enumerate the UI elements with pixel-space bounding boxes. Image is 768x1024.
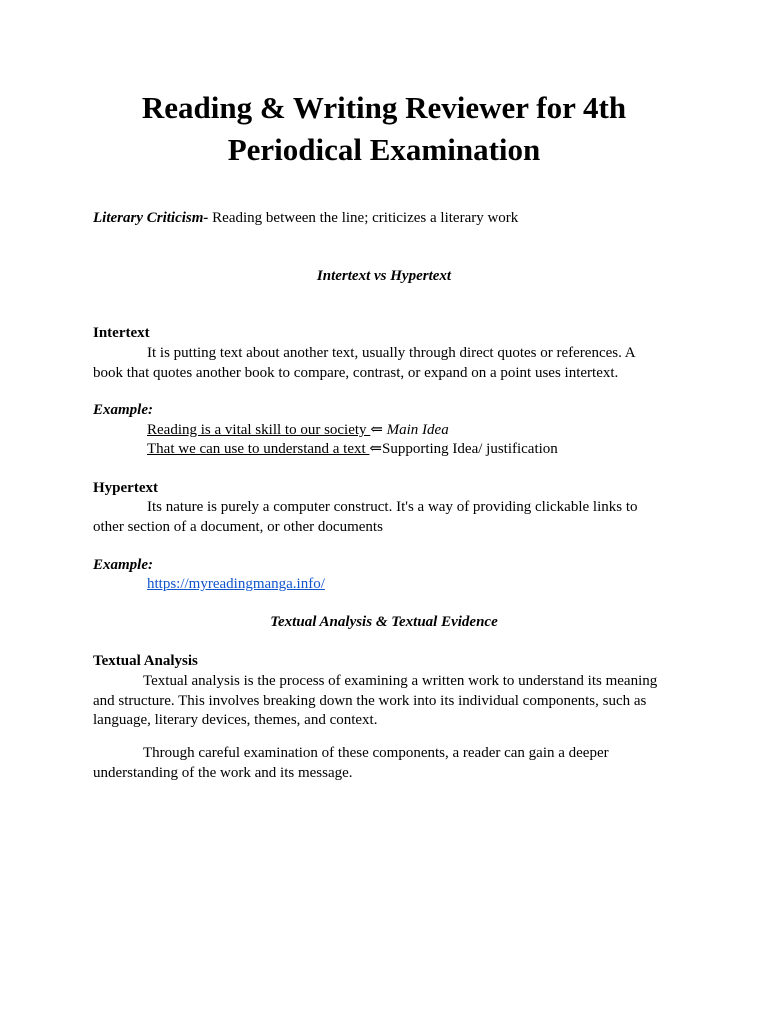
- intertext-body-line-1: It is putting text about another text, usually through direct quotes or references. A: [147, 345, 636, 361]
- hypertext-body: [93, 498, 693, 537]
- literary-criticism-term: Literary Criticism-: [93, 210, 209, 226]
- hypertext-body-line-2: other section of a document, or other documents: [93, 518, 383, 535]
- intertext-body-line-2: book that quotes another book to compare, contrast, or expand on a point uses intertext.: [93, 364, 619, 381]
- hypertext-example-label: Example:: [93, 557, 153, 573]
- intertext-example-1: [93, 421, 747, 441]
- title-line-2: Periodical Examination: [227, 132, 541, 167]
- intertext-example-label: Example:: [93, 402, 153, 418]
- intertext-example-1-note: Main Idea: [382, 422, 449, 438]
- textual-analysis-p2-line-1: Through careful examination of these components, a reader can gain a deeper: [143, 745, 609, 761]
- textual-analysis-p1-line-3: language, literary devices, themes, and context.: [93, 712, 378, 728]
- title-line-1: Reading & Writing Reviewer for 4th: [141, 90, 627, 125]
- textual-analysis-p1-line-2: and structure. This involves breaking down the work into its individual components, such as: [93, 692, 647, 709]
- section-heading-textual-analysis-evidence: Textual Analysis & Textual Evidence: [270, 614, 498, 630]
- left-double-arrow-icon: ⇐: [369, 441, 382, 457]
- hypertext-example-link-line: [93, 575, 747, 595]
- intertext-example-2-text: That we can use to understand a text: [147, 441, 370, 457]
- intertext-example-2: [93, 440, 747, 460]
- hypertext-heading: Hypertext: [93, 480, 158, 496]
- intertext-heading: Intertext: [93, 325, 150, 341]
- left-double-arrow-icon: ⇐: [370, 422, 383, 438]
- textual-analysis-p2-line-2: understanding of the work and its message.: [93, 764, 353, 781]
- literary-criticism-definition: [93, 209, 693, 229]
- textual-analysis-paragraph-2: [93, 744, 693, 783]
- literary-criticism-text: Reading between the line; criticizes a literary work: [208, 210, 519, 226]
- intertext-example-1-text: Reading is a vital skill to our society: [147, 422, 371, 438]
- textual-analysis-paragraph-1: [93, 672, 693, 731]
- textual-analysis-heading: Textual Analysis: [93, 653, 198, 669]
- example-hyperlink[interactable]: https://myreadingmanga.info/: [147, 576, 325, 592]
- textual-analysis-p1-line-1: Textual analysis is the process of examining a written work to understand its meaning: [143, 673, 658, 689]
- document-title: [60, 87, 708, 171]
- hypertext-body-line-1: Its nature is purely a computer construct. It's a way of providing clickable links to: [147, 499, 638, 515]
- intertext-example-2-note: Supporting Idea/ justification: [382, 441, 558, 457]
- section-heading-intertext-vs-hypertext: Intertext vs Hypertext: [316, 268, 452, 284]
- intertext-body: [93, 344, 693, 383]
